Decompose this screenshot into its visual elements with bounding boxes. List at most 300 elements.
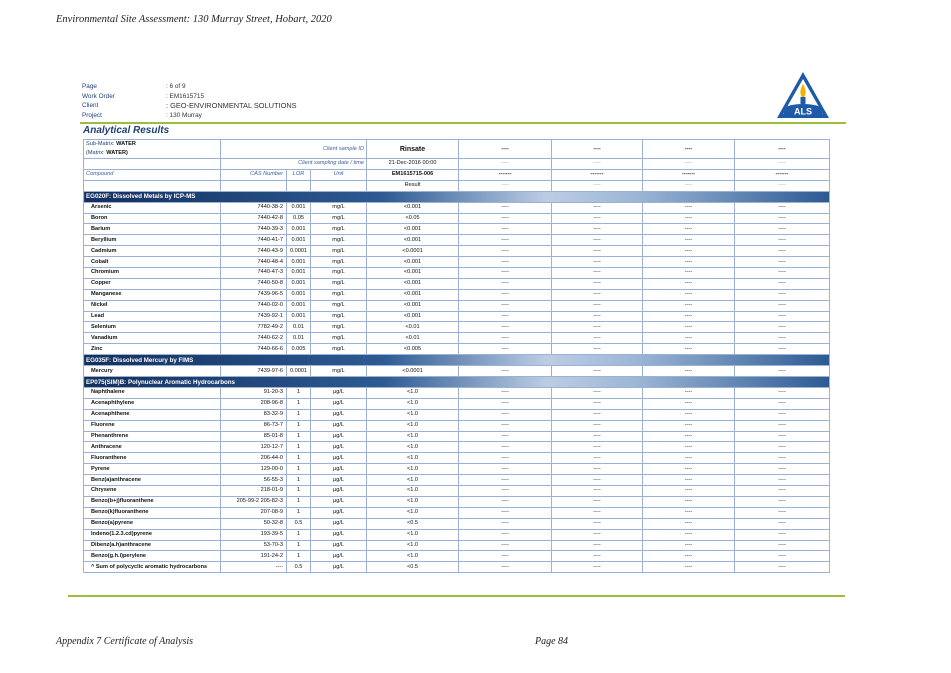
result-value: <0.001 <box>367 278 459 289</box>
result-value: <1.0 <box>367 475 459 486</box>
result-label-empty: ---- <box>459 180 552 191</box>
result-value: <1.0 <box>367 398 459 409</box>
result-empty: ---- <box>552 311 643 322</box>
result-empty: ---- <box>643 486 735 497</box>
matrix-label: (Matrix: <box>86 150 105 156</box>
compound-name: Benz(a)anthracene <box>84 475 221 486</box>
result-value: <0.05 <box>367 213 459 224</box>
result-value: <1.0 <box>367 486 459 497</box>
result-empty: ---- <box>735 344 830 355</box>
compound-name: Dibenz(a.h)anthracene <box>84 540 221 551</box>
lor-value: 0.001 <box>287 268 311 279</box>
header-row-sampling-date <box>84 159 830 170</box>
result-value: <1.0 <box>367 453 459 464</box>
blank-cell <box>287 180 311 191</box>
result-empty: ---- <box>552 366 643 377</box>
result-row <box>84 300 830 311</box>
sample-id-empty: ---- <box>459 140 552 159</box>
result-value: <0.5 <box>367 518 459 529</box>
meta-value: : EM1615715 <box>166 92 205 100</box>
result-row <box>84 529 830 540</box>
result-empty: ---- <box>552 246 643 257</box>
result-empty: ---- <box>459 202 552 213</box>
result-empty: ---- <box>735 322 830 333</box>
lor-value: 0.001 <box>287 235 311 246</box>
compound-name: Selenium <box>84 322 221 333</box>
result-empty: ---- <box>643 442 735 453</box>
result-empty: ---- <box>459 475 552 486</box>
result-empty: ---- <box>643 507 735 518</box>
result-empty: ---- <box>643 562 735 573</box>
result-row <box>84 420 830 431</box>
result-empty: ---- <box>735 442 830 453</box>
blank-cell <box>84 180 221 191</box>
result-empty: ---- <box>643 551 735 562</box>
result-value: <0.001 <box>367 311 459 322</box>
compound-name: Chromium <box>84 268 221 279</box>
result-row <box>84 398 830 409</box>
result-row <box>84 257 830 268</box>
result-empty: ---- <box>459 366 552 377</box>
result-row <box>84 388 830 399</box>
result-row <box>84 486 830 497</box>
result-row <box>84 344 830 355</box>
unit-value: µg/L <box>311 518 367 529</box>
result-empty: ---- <box>459 431 552 442</box>
result-empty: ---- <box>735 464 830 475</box>
document-header: Environmental Site Assessment: 130 Murray Street, Hobart, 2020 <box>56 14 332 25</box>
lor-value: 0.001 <box>287 278 311 289</box>
header-row-result <box>84 180 830 191</box>
result-empty: ---- <box>735 333 830 344</box>
lor-value: 0.01 <box>287 333 311 344</box>
result-empty: ---- <box>735 213 830 224</box>
result-value: <1.0 <box>367 496 459 507</box>
result-empty: ---- <box>552 409 643 420</box>
unit-value: mg/L <box>311 213 367 224</box>
lor-value: 0.05 <box>287 213 311 224</box>
cas-number: 7439-97-6 <box>221 366 287 377</box>
result-row <box>84 507 830 518</box>
result-empty: ---- <box>735 202 830 213</box>
unit-value: µg/L <box>311 420 367 431</box>
result-value: <0.001 <box>367 268 459 279</box>
result-empty: ---- <box>552 322 643 333</box>
cas-number: 7440-39-3 <box>221 224 287 235</box>
result-empty: ---- <box>459 551 552 562</box>
meta-project <box>82 111 297 121</box>
result-empty: ---- <box>459 496 552 507</box>
result-empty: ---- <box>552 289 643 300</box>
blank-cell <box>221 180 287 191</box>
unit-value: µg/L <box>311 529 367 540</box>
result-row <box>84 496 830 507</box>
result-empty: ---- <box>552 213 643 224</box>
result-empty: ---- <box>735 366 830 377</box>
lor-value: 0.001 <box>287 224 311 235</box>
lab-id-empty: ------- <box>552 169 643 180</box>
cas-number: 7440-48-4 <box>221 257 287 268</box>
unit-value: mg/L <box>311 366 367 377</box>
sampling-date-label: Client sampling date / time <box>221 159 367 170</box>
unit-value: mg/L <box>311 344 367 355</box>
result-empty: ---- <box>643 540 735 551</box>
compound-name: Benzo(k)fluoranthene <box>84 507 221 518</box>
result-row <box>84 311 830 322</box>
unit-value: µg/L <box>311 398 367 409</box>
result-empty: ---- <box>552 344 643 355</box>
result-empty: ---- <box>552 453 643 464</box>
compound-name: Chrysene <box>84 486 221 497</box>
result-empty: ---- <box>552 268 643 279</box>
lor-value: 1 <box>287 464 311 475</box>
result-empty: ---- <box>735 529 830 540</box>
column-header-unit: Unit <box>311 169 367 180</box>
result-empty: ---- <box>552 431 643 442</box>
lor-value: 1 <box>287 529 311 540</box>
meta-label: Client <box>82 102 99 110</box>
result-row <box>84 518 830 529</box>
result-row <box>84 268 830 279</box>
result-empty: ---- <box>735 475 830 486</box>
result-empty: ---- <box>735 409 830 420</box>
result-empty: ---- <box>552 496 643 507</box>
result-row <box>84 464 830 475</box>
logo-candle <box>801 97 806 104</box>
sampling-date-empty: ---- <box>459 159 552 170</box>
lab-id-empty: ------- <box>643 169 735 180</box>
result-empty: ---- <box>643 409 735 420</box>
compound-name: Zinc <box>84 344 221 355</box>
result-label-empty: ---- <box>643 180 735 191</box>
compound-name: Cobalt <box>84 257 221 268</box>
unit-value: mg/L <box>311 300 367 311</box>
result-row <box>84 562 830 573</box>
lor-value: 1 <box>287 442 311 453</box>
result-value: <0.001 <box>367 257 459 268</box>
result-empty: ---- <box>735 540 830 551</box>
column-header-cas: CAS Number <box>221 169 287 180</box>
compound-name: Vanadium <box>84 333 221 344</box>
sample-id-empty: ---- <box>552 140 643 159</box>
result-label-empty: ---- <box>552 180 643 191</box>
cas-number: 7782-49-2 <box>221 322 287 333</box>
result-empty: ---- <box>552 278 643 289</box>
result-empty: ---- <box>735 268 830 279</box>
result-empty: ---- <box>643 431 735 442</box>
sampling-date-value: 21-Dec-2016 00:00 <box>367 159 459 170</box>
lor-value: 0.005 <box>287 344 311 355</box>
result-empty: ---- <box>552 257 643 268</box>
lor-value: 1 <box>287 475 311 486</box>
footer-page-number: Page 84 <box>535 636 569 647</box>
result-value: <1.0 <box>367 431 459 442</box>
unit-value: mg/L <box>311 289 367 300</box>
result-row <box>84 235 830 246</box>
result-value: <0.001 <box>367 224 459 235</box>
result-empty: ---- <box>552 202 643 213</box>
lor-value: 0.5 <box>287 562 311 573</box>
lor-value: 1 <box>287 486 311 497</box>
result-empty: ---- <box>552 388 643 399</box>
blank-cell <box>84 159 221 170</box>
cas-number: 56-55-3 <box>221 475 287 486</box>
result-empty: ---- <box>643 213 735 224</box>
result-empty: ---- <box>459 322 552 333</box>
method-group-title: EG020F: Dissolved Metals by ICP-MS <box>84 191 830 202</box>
compound-name: Pyrene <box>84 464 221 475</box>
unit-value: µg/L <box>311 442 367 453</box>
method-group-row <box>84 377 830 388</box>
result-empty: ---- <box>643 278 735 289</box>
method-group-row <box>84 191 830 202</box>
result-value: <1.0 <box>367 551 459 562</box>
result-row <box>84 453 830 464</box>
result-row <box>84 333 830 344</box>
compound-name: ^ Sum of polycyclic aromatic hydrocarbons <box>84 562 221 573</box>
result-row <box>84 366 830 377</box>
compound-name: Anthracene <box>84 442 221 453</box>
result-empty: ---- <box>643 311 735 322</box>
header-row-sample-id <box>84 140 830 159</box>
result-value: <0.001 <box>367 300 459 311</box>
result-empty: ---- <box>643 257 735 268</box>
result-empty: ---- <box>459 257 552 268</box>
result-empty: ---- <box>459 333 552 344</box>
compound-name: Benzo(g.h.i)perylene <box>84 551 221 562</box>
result-empty: ---- <box>735 311 830 322</box>
result-empty: ---- <box>735 278 830 289</box>
unit-value: mg/L <box>311 202 367 213</box>
result-empty: ---- <box>552 507 643 518</box>
report-meta <box>82 82 297 120</box>
result-empty: ---- <box>643 300 735 311</box>
result-row <box>84 409 830 420</box>
result-empty: ---- <box>552 224 643 235</box>
cas-number: 83-32-9 <box>221 409 287 420</box>
result-value: <0.001 <box>367 202 459 213</box>
header-row-columns <box>84 169 830 180</box>
result-empty: ---- <box>459 268 552 279</box>
result-empty: ---- <box>459 311 552 322</box>
result-empty: ---- <box>459 344 552 355</box>
cas-number: 7440-43-9 <box>221 246 287 257</box>
method-group-title: EG035F: Dissolved Mercury by FIMS <box>84 355 830 366</box>
top-divider <box>80 122 846 124</box>
cas-number: 206-44-0 <box>221 453 287 464</box>
result-value: <0.001 <box>367 235 459 246</box>
unit-value: µg/L <box>311 486 367 497</box>
result-empty: ---- <box>643 496 735 507</box>
lor-value: 1 <box>287 420 311 431</box>
result-empty: ---- <box>459 464 552 475</box>
unit-value: µg/L <box>311 409 367 420</box>
result-label: Result <box>367 180 459 191</box>
unit-value: µg/L <box>311 431 367 442</box>
result-empty: ---- <box>735 496 830 507</box>
meta-work-order <box>82 92 297 102</box>
lor-value: 0.5 <box>287 518 311 529</box>
result-value: <1.0 <box>367 420 459 431</box>
lor-value: 1 <box>287 540 311 551</box>
lor-value: 1 <box>287 453 311 464</box>
result-empty: ---- <box>735 246 830 257</box>
result-value: <1.0 <box>367 540 459 551</box>
result-row <box>84 278 830 289</box>
lab-sample-id: EM1615715-006 <box>367 169 459 180</box>
result-empty: ---- <box>643 518 735 529</box>
als-logo <box>774 70 832 122</box>
result-empty: ---- <box>552 518 643 529</box>
compound-name: Indeno(1.2.3.cd)pyrene <box>84 529 221 540</box>
result-value: <0.0001 <box>367 246 459 257</box>
result-empty: ---- <box>643 453 735 464</box>
unit-value: mg/L <box>311 333 367 344</box>
compound-name: Naphthalene <box>84 388 221 399</box>
lor-value: 0.01 <box>287 322 311 333</box>
result-row <box>84 442 830 453</box>
bottom-divider <box>68 595 845 597</box>
cas-number: 53-70-3 <box>221 540 287 551</box>
cas-number: 7440-02-0 <box>221 300 287 311</box>
result-row <box>84 431 830 442</box>
result-empty: ---- <box>459 213 552 224</box>
unit-value: mg/L <box>311 278 367 289</box>
result-empty: ---- <box>735 486 830 497</box>
result-empty: ---- <box>643 475 735 486</box>
cas-number: 129-00-0 <box>221 464 287 475</box>
footer-appendix: Appendix 7 Certificate of Analysis <box>56 636 194 647</box>
result-empty: ---- <box>459 453 552 464</box>
result-value: <1.0 <box>367 409 459 420</box>
compound-name: Benzo(a)pyrene <box>84 518 221 529</box>
result-empty: ---- <box>459 246 552 257</box>
result-empty: ---- <box>459 409 552 420</box>
result-empty: ---- <box>552 551 643 562</box>
cas-number: 218-01-9 <box>221 486 287 497</box>
compound-name: Boron <box>84 213 221 224</box>
cas-number: 205-99-2 205-82-3 <box>221 496 287 507</box>
result-row <box>84 224 830 235</box>
unit-value: mg/L <box>311 235 367 246</box>
lab-id-empty: ------- <box>459 169 552 180</box>
result-empty: ---- <box>643 202 735 213</box>
result-value: <0.01 <box>367 333 459 344</box>
compound-name: Manganese <box>84 289 221 300</box>
unit-value: µg/L <box>311 496 367 507</box>
sub-matrix-cell <box>84 140 221 159</box>
lor-value: 1 <box>287 496 311 507</box>
unit-value: mg/L <box>311 257 367 268</box>
result-value: <0.005 <box>367 344 459 355</box>
cas-number: 207-08-9 <box>221 507 287 518</box>
cas-number: 86-73-7 <box>221 420 287 431</box>
lor-value: 1 <box>287 431 311 442</box>
result-empty: ---- <box>459 224 552 235</box>
result-row <box>84 289 830 300</box>
result-value: <0.001 <box>367 289 459 300</box>
cas-number: ---- <box>221 562 287 573</box>
result-empty: ---- <box>735 388 830 399</box>
cas-number: 7440-50-8 <box>221 278 287 289</box>
unit-value: µg/L <box>311 475 367 486</box>
result-empty: ---- <box>735 398 830 409</box>
result-empty: ---- <box>643 235 735 246</box>
cas-number: 7440-42-8 <box>221 213 287 224</box>
result-row <box>84 213 830 224</box>
result-empty: ---- <box>643 246 735 257</box>
result-empty: ---- <box>552 333 643 344</box>
result-empty: ---- <box>459 388 552 399</box>
result-empty: ---- <box>735 507 830 518</box>
result-empty: ---- <box>643 322 735 333</box>
lor-value: 1 <box>287 507 311 518</box>
meta-value: : 6 of 9 <box>166 83 186 90</box>
result-empty: ---- <box>643 398 735 409</box>
result-empty: ---- <box>552 529 643 540</box>
cas-number: 7440-41-7 <box>221 235 287 246</box>
result-row <box>84 322 830 333</box>
result-value: <1.0 <box>367 529 459 540</box>
result-empty: ---- <box>459 529 552 540</box>
result-empty: ---- <box>552 398 643 409</box>
result-empty: ---- <box>552 300 643 311</box>
compound-name: Fluorene <box>84 420 221 431</box>
compound-name: Beryllium <box>84 235 221 246</box>
unit-value: mg/L <box>311 322 367 333</box>
meta-value: : GEO-ENVIRONMENTAL SOLUTIONS <box>166 101 297 111</box>
sampling-date-empty: ---- <box>552 159 643 170</box>
unit-value: µg/L <box>311 507 367 518</box>
unit-value: µg/L <box>311 562 367 573</box>
result-empty: ---- <box>552 442 643 453</box>
client-sample-id-label: Client sample ID <box>221 140 367 159</box>
result-empty: ---- <box>459 289 552 300</box>
result-empty: ---- <box>643 333 735 344</box>
cas-number: 7439-92-1 <box>221 311 287 322</box>
compound-name: Lead <box>84 311 221 322</box>
result-empty: ---- <box>459 398 552 409</box>
analytical-results-table <box>83 139 830 573</box>
compound-name: Barium <box>84 224 221 235</box>
result-empty: ---- <box>552 475 643 486</box>
result-value: <1.0 <box>367 388 459 399</box>
result-empty: ---- <box>459 486 552 497</box>
unit-value: mg/L <box>311 311 367 322</box>
result-empty: ---- <box>735 453 830 464</box>
cas-number: 7440-47-3 <box>221 268 287 279</box>
sample-id-empty: ---- <box>735 140 830 159</box>
result-empty: ---- <box>643 224 735 235</box>
result-value: <0.01 <box>367 322 459 333</box>
result-empty: ---- <box>552 420 643 431</box>
meta-page <box>82 82 297 92</box>
result-empty: ---- <box>643 388 735 399</box>
unit-value: µg/L <box>311 540 367 551</box>
lab-id-empty: ------- <box>735 169 830 180</box>
compound-name: Benzo(b+j)fluoranthene <box>84 496 221 507</box>
lor-value: 1 <box>287 388 311 399</box>
sub-matrix-value: WATER <box>116 141 136 147</box>
result-empty: ---- <box>552 486 643 497</box>
lor-value: 0.001 <box>287 202 311 213</box>
lor-value: 0.0001 <box>287 246 311 257</box>
lor-value: 0.001 <box>287 311 311 322</box>
unit-value: µg/L <box>311 388 367 399</box>
cas-number: 7440-38-2 <box>221 202 287 213</box>
unit-value: mg/L <box>311 224 367 235</box>
cas-number: 7440-66-6 <box>221 344 287 355</box>
